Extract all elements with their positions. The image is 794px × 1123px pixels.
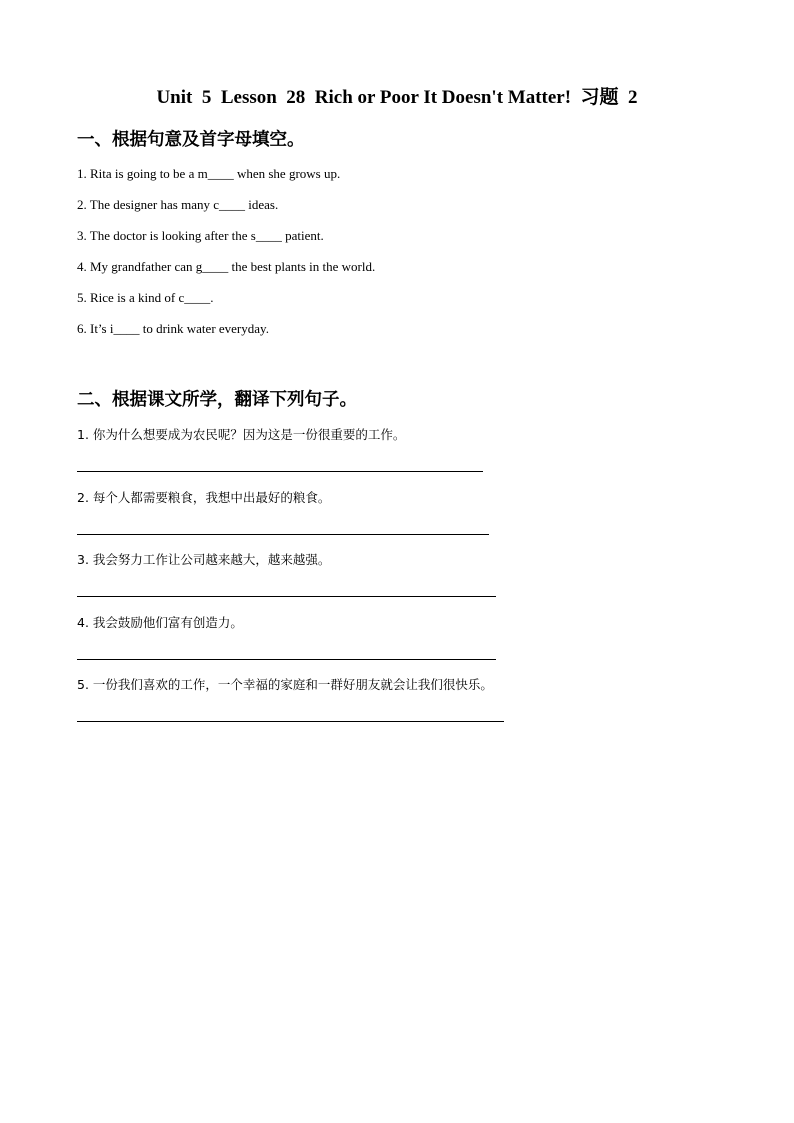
answer-line-2[interactable] [77,534,489,535]
translation-question-4 [77,612,493,675]
answer-line-3[interactable] [77,596,496,597]
fill-blank-question-1: 1. Rita is going to be a m____ when she grows up. [77,166,341,181]
translation-question-1 [77,424,493,487]
translation-question-5 [77,674,493,737]
translation-question-list [77,424,493,737]
section-heading-translate: 二、根据课文所学，翻译下列句子。 [77,389,357,409]
translation-prompt-2: 2. 每个人都需要粮食，我想中出最好的粮食。 [77,489,331,505]
translation-prompt-1: 1. 你为什么想要成为农民呢？因为这是一份很重要的工作。 [77,427,406,442]
answer-line-4[interactable] [77,659,496,660]
fill-blank-question-5: 5. Rice is a kind of c____. [77,290,214,305]
fill-blank-question-3: 3. The doctor is looking after the s____ patient. [77,228,324,243]
translation-prompt-5: 5. 一份我们喜欢的工作，一个幸福的家庭和一群好朋友就会让我们很快乐。 [77,677,493,692]
fill-blank-question-4: 4. My grandfather can g____ the best plants in the world. [77,259,376,274]
page-title: Unit 5 Lesson 28 Rich or Poor It Doesn't Matter! 习题 2 [156,87,638,108]
answer-line-5[interactable] [77,721,504,722]
answer-line-1[interactable] [77,471,483,472]
fill-blank-question-2: 2. The designer has many c____ ideas. [77,197,279,212]
fill-blank-question-list [77,163,375,349]
translation-question-3 [77,549,493,612]
section-heading-fill-blanks: 一、根据句意及首字母填空。 [77,129,305,149]
translation-prompt-3: 3. 我会努力工作让公司越来越大，越来越强。 [77,552,331,567]
fill-blank-question-6: 6. It’s i____ to drink water everyday. [77,321,269,336]
translation-question-2 [77,487,493,550]
translation-prompt-4: 4. 我会鼓励他们富有创造力。 [77,614,243,630]
